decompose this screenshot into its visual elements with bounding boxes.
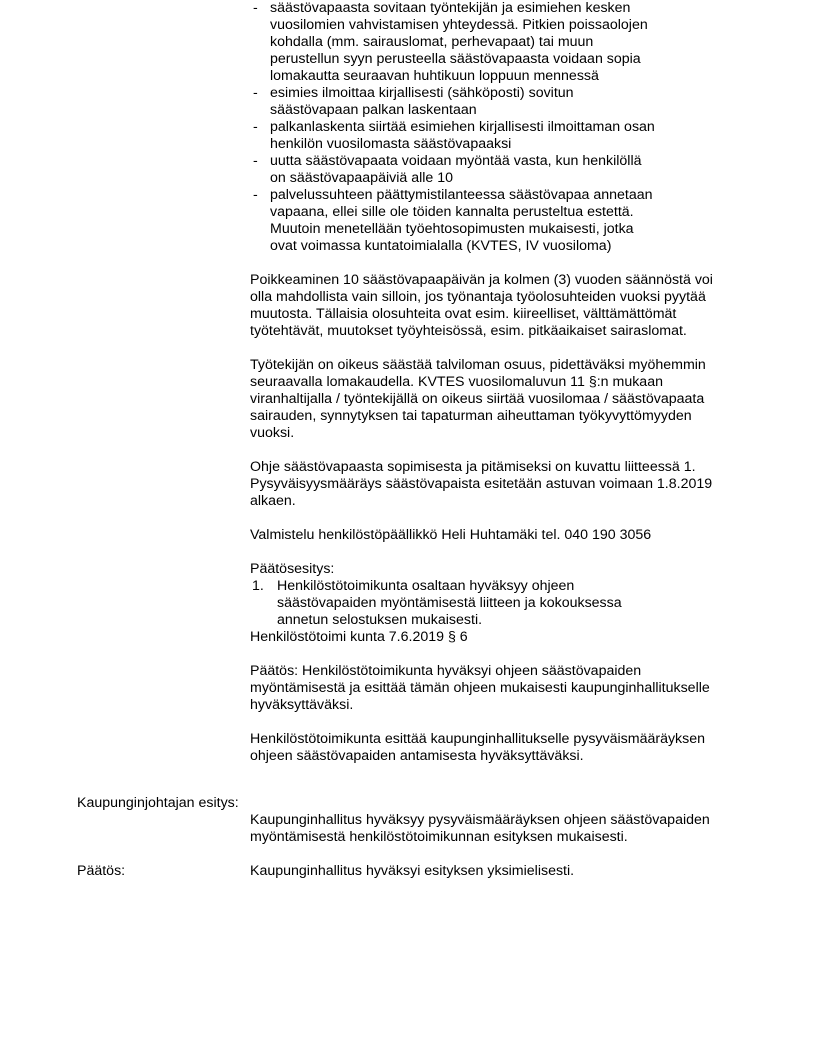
bullet-list (250, 0, 670, 255)
bullet-item-5: - palvelussuhteen päättymistilanteessa säästövapaa annetaan vapaana, ellei sille ole töiden kannalta perusteltua estettä. Muutoin menetellään työehtosopimusten mukaisesti, jotka ovat voimassa kuntatoimialalla (KVTES, IV vuosiloma) (250, 187, 670, 255)
committee-proposal-to-board: Henkilöstötoimikunta esittää kaupunginhallitukselle pysyväismääräyksen ohjeen säästövapaiden antamisesta hyväksyttäväksi. (250, 731, 706, 764)
proposal-list (250, 578, 750, 629)
bullet-item-1: - säästövapaasta sovitaan työntekijän ja esimiehen kesken vuosilomien vahvistamisen yhteydessä. Pitkien poissaolojen kohdalla (mm. sairauslomat, perhevapaat) tai muun perustellun syyn perusteella säästövapaasta voidaan sopia lomakautta seuraavan huhtikuun loppuun mennessä (250, 0, 670, 85)
mayor-proposal-text: Kaupunginhallitus hyväksyy pysyväismääräyksen ohjeen säästövapaiden myöntämisestä henkilöstötoimikunnan esityksen mukaisesti. (250, 812, 710, 845)
proposal-heading: Päätösesitys: (250, 561, 335, 577)
bullet-item-4: - uutta säästövapaata voidaan myöntää vasta, kun henkilöllä on säästövapaapäiviä alle 10 (250, 153, 670, 187)
paragraph-exception-rule: Poikkeaminen 10 säästövapaapäivän ja kolmen (3) vuoden säännöstä voi olla mahdollista vain silloin, jos työnantaja työolosuhteiden vuoksi pyytää muutosta. Tällaisia olosuhteita ovat esim. kiireelliset, välttämättömät työtehtävät, muutokset työyhteisössä, esim. pitkäaikaiset sairaslomat. (250, 272, 713, 339)
paragraph-preparer: Valmistelu henkilöstöpäällikkö Heli Huhtamäki tel. 040 190 3056 (250, 527, 652, 543)
mayor-proposal-label: Kaupunginjohtajan esitys: (77, 795, 239, 811)
final-decision-text: Kaupunginhallitus hyväksyi esityksen yksimielisesti. (250, 863, 575, 879)
main-column (250, 0, 750, 765)
final-decision-label: Päätös: (77, 863, 126, 879)
paragraph-guideline-attachment: Ohje säästövapaasta sopimisesta ja pitämiseksi on kuvattu liitteessä 1. Pysyväisyysmääräys säästövapaista esitetään astuvan voimaan 1.8.2019 alkaen. (250, 459, 713, 509)
meeting-reference: Henkilöstötoimi kunta 7.6.2019 § 6 (250, 629, 468, 645)
proposal-item: 1. Henkilöstötoimikunta osaltaan hyväksyy ohjeen säästövapaiden myöntämisestä liitteen ja kokouksessa annetun selostuksen mukaisesti. (252, 578, 622, 628)
paragraph-winter-leave: Työtekijän on oikeus säästää talviloman osuus, pidettäväksi myöhemmin seuraavalla lomakaudella. KVTES vuosilomaluvun 11 §:n mukaan viranhaltijalla / työntekijällä on oikeus siirtää vuosilomaa / säästövapaata sairauden, synnytyksen tai tapaturman aiheuttaman työkyvyttömyyden vuoksi. (250, 357, 706, 441)
proposal-item-number: 1. (252, 578, 264, 594)
bullet-item-2: - esimies ilmoittaa kirjallisesti (sähköposti) sovitun säästövapaan palkan laskentaan (250, 85, 670, 119)
committee-decision: Päätös: Henkilöstötoimikunta hyväksyi ohjeen säästövapaiden myöntämisestä ja esittää tämän ohjeen mukaisesti kaupunginhallitukselle hyväksyttäväksi. (250, 663, 710, 713)
bullet-item-3: - palkanlaskenta siirtää esimiehen kirjallisesti ilmoittaman osan henkilön vuosilomasta säästövapaaksi (250, 119, 670, 153)
